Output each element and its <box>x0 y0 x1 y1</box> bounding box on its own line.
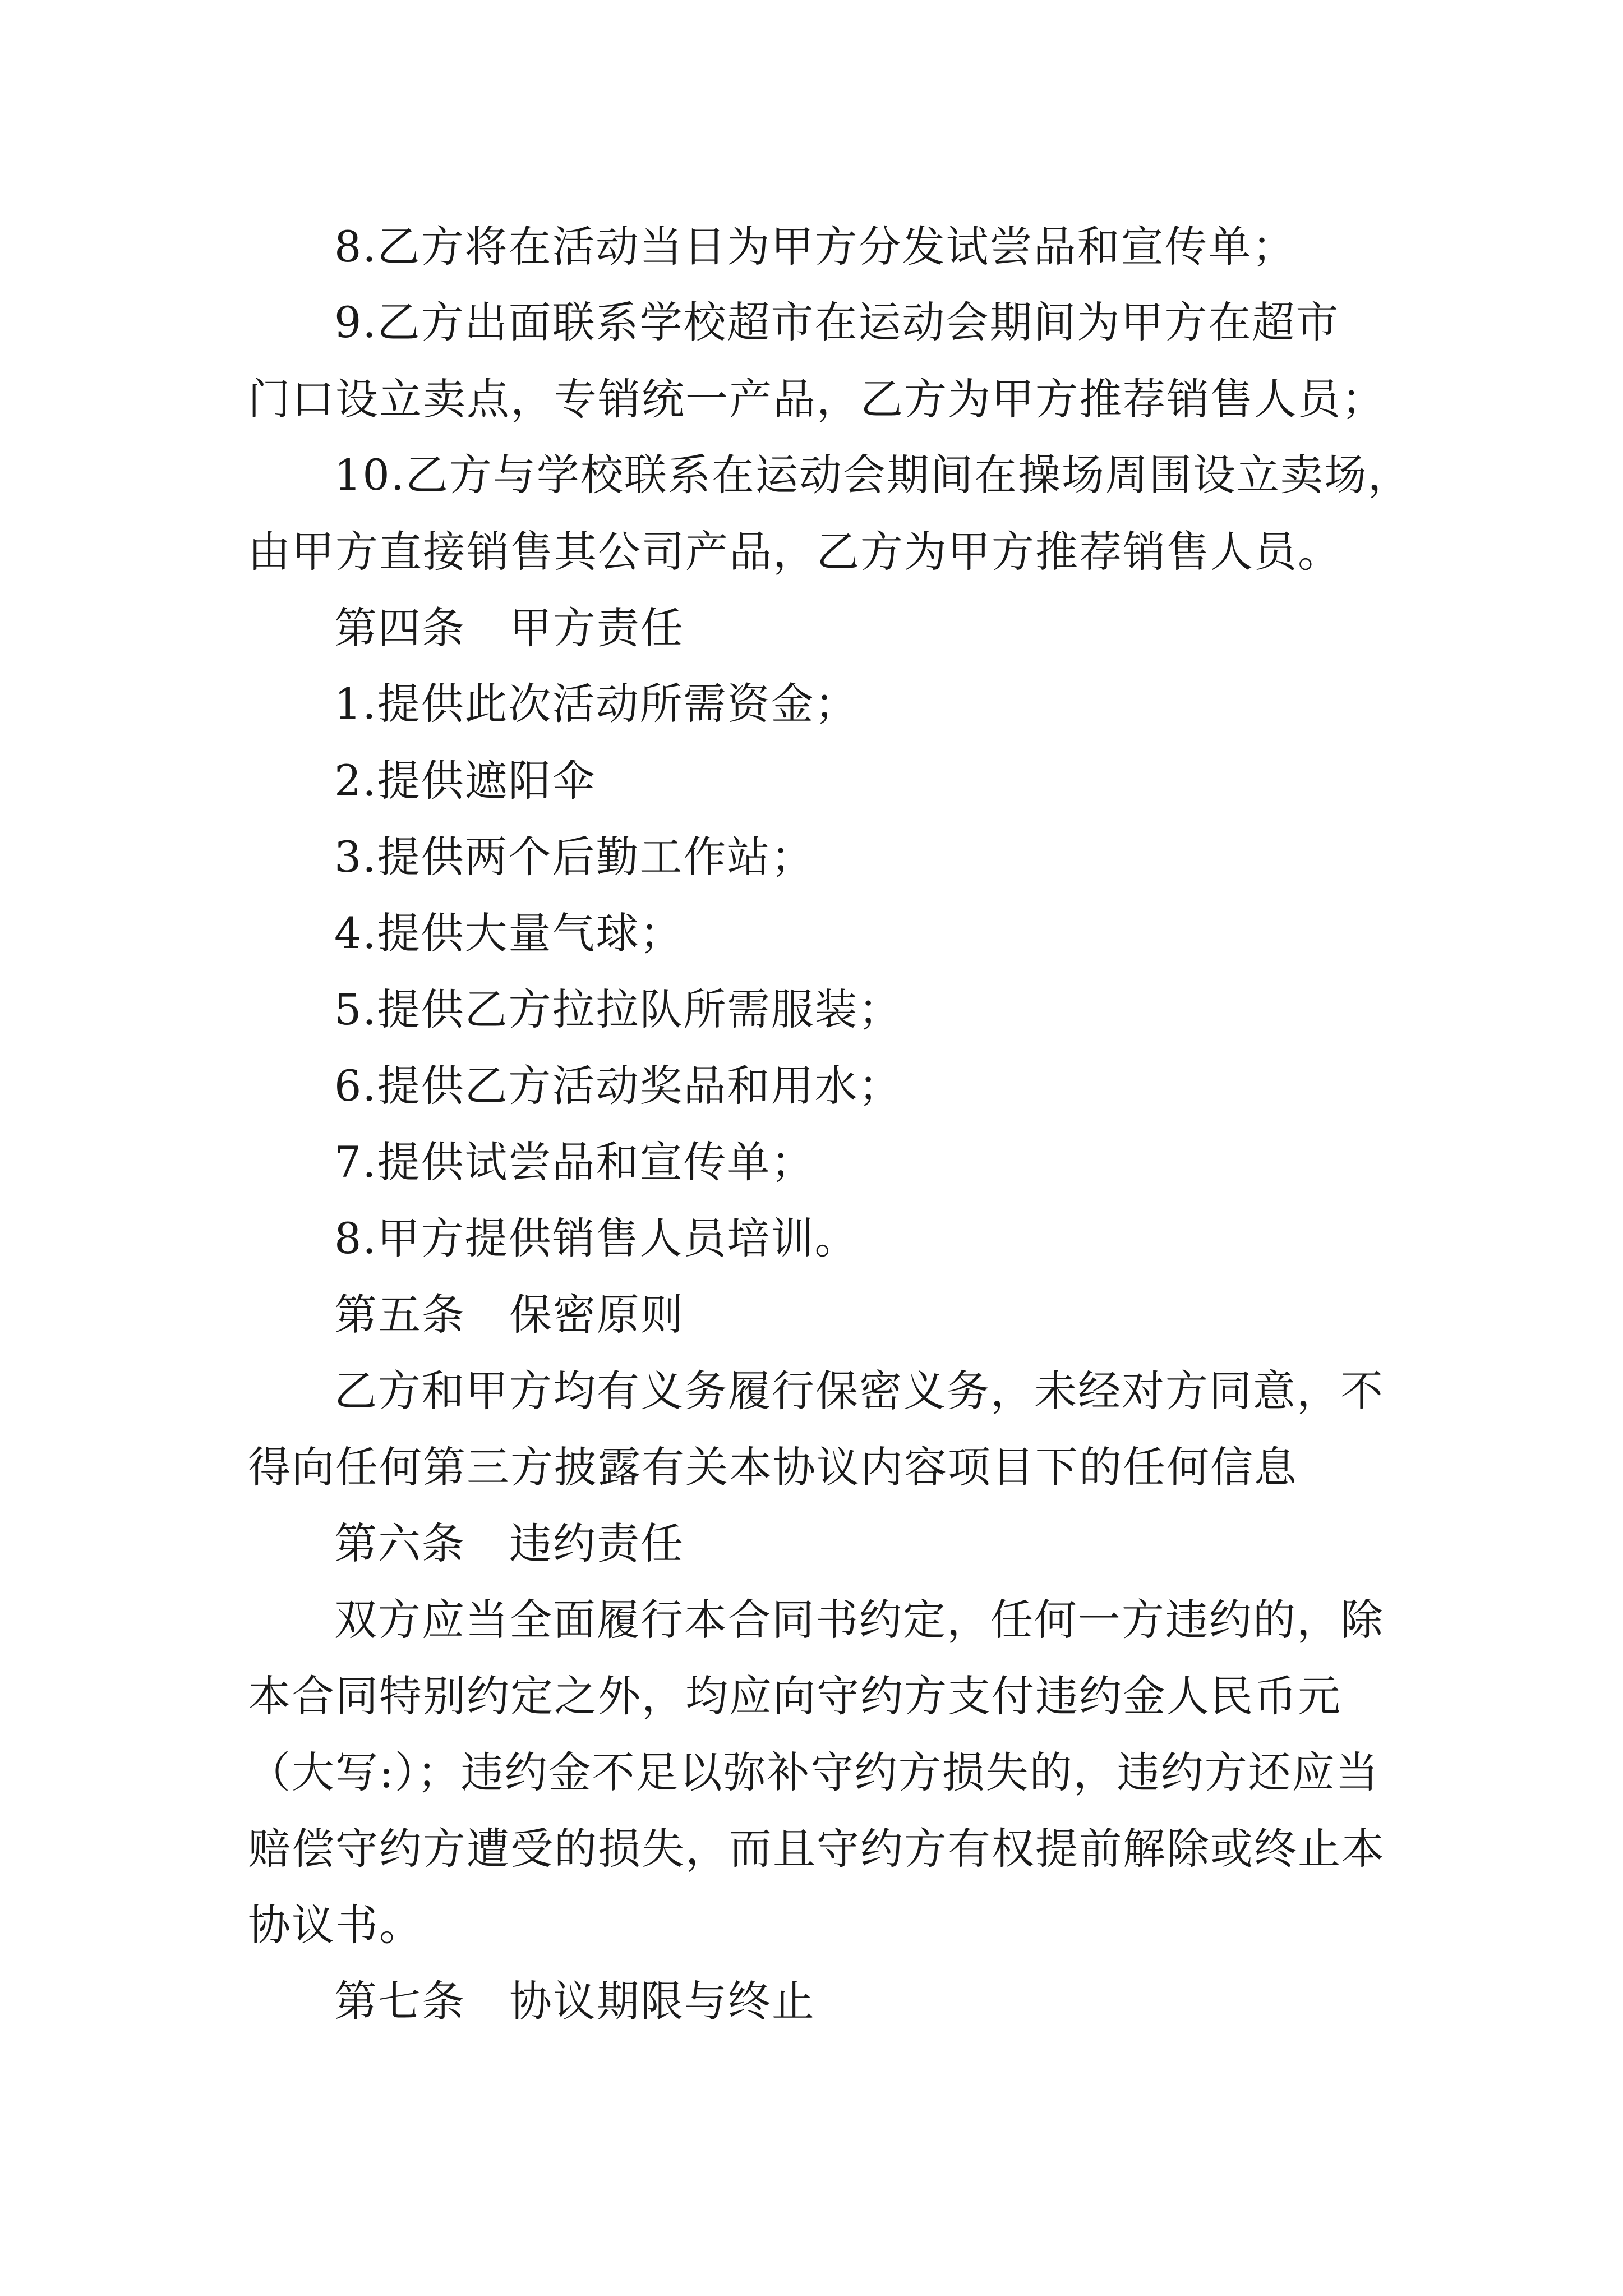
clause-6-paragraph-line-1: 双方应当全面履行本合同书约定，任何一方违约的，除 <box>334 1595 1384 1645</box>
clause-6-paragraph-line-4: 赔偿守约方遭受的损失，而且守约方有权提前解除或终止本 <box>248 1824 1385 1874</box>
clause-6-paragraph-line-2: 本合同特别约定之外，均应向守约方支付违约金人民币元 <box>248 1671 1341 1721</box>
clause-3-item-9-continued: 门口设立卖点，专销统一产品，乙方为甲方推荐销售人员； <box>248 374 1385 424</box>
clause-6-paragraph-line-5: 协议书。 <box>248 1900 423 1950</box>
clause-5-paragraph-continued: 得向任何第三方披露有关本协议内容项目下的任何信息 <box>248 1442 1298 1492</box>
clause-4-item-5: 5.提供乙方拉拉队所需服装； <box>334 984 902 1034</box>
clause-4-item-4: 4.提供大量气球； <box>334 908 684 958</box>
clause-3-item-10: 10.乙方与学校联系在运动会期间在操场周围设立卖场， <box>334 450 1412 500</box>
clause-4-item-2: 2.提供遮阳伞 <box>334 756 596 806</box>
clause-3-item-9: 9.乙方出面联系学校超市在运动会期间为甲方在超市 <box>334 297 1340 347</box>
clause-5-paragraph: 乙方和甲方均有义务履行保密义务，未经对方同意，不 <box>334 1366 1384 1416</box>
clause-7-heading: 第七条 协议期限与终止 <box>334 1976 815 2026</box>
clause-5-heading: 第五条 保密原则 <box>334 1290 684 1340</box>
clause-4-item-1: 1.提供此次活动所需资金； <box>334 679 859 729</box>
clause-4-item-3: 3.提供两个后勤工作站； <box>334 832 815 882</box>
clause-4-item-8: 8.甲方提供销售人员培训。 <box>334 1213 859 1263</box>
clause-4-heading: 第四条 甲方责任 <box>334 603 684 653</box>
clause-3-item-8: 8.乙方将在活动当日为甲方分发试尝品和宣传单； <box>334 222 1296 272</box>
clause-4-item-7: 7.提供试尝品和宣传单； <box>334 1137 815 1187</box>
clause-6-paragraph-line-3: （大写:）；违约金不足以弥补守约方损失的，违约方还应当 <box>248 1747 1380 1797</box>
clause-3-item-10-continued: 由甲方直接销售其公司产品，乙方为甲方推荐销售人员。 <box>248 527 1341 577</box>
clause-4-item-6: 6.提供乙方活动奖品和用水； <box>334 1061 902 1111</box>
clause-6-heading: 第六条 违约责任 <box>334 1519 684 1568</box>
